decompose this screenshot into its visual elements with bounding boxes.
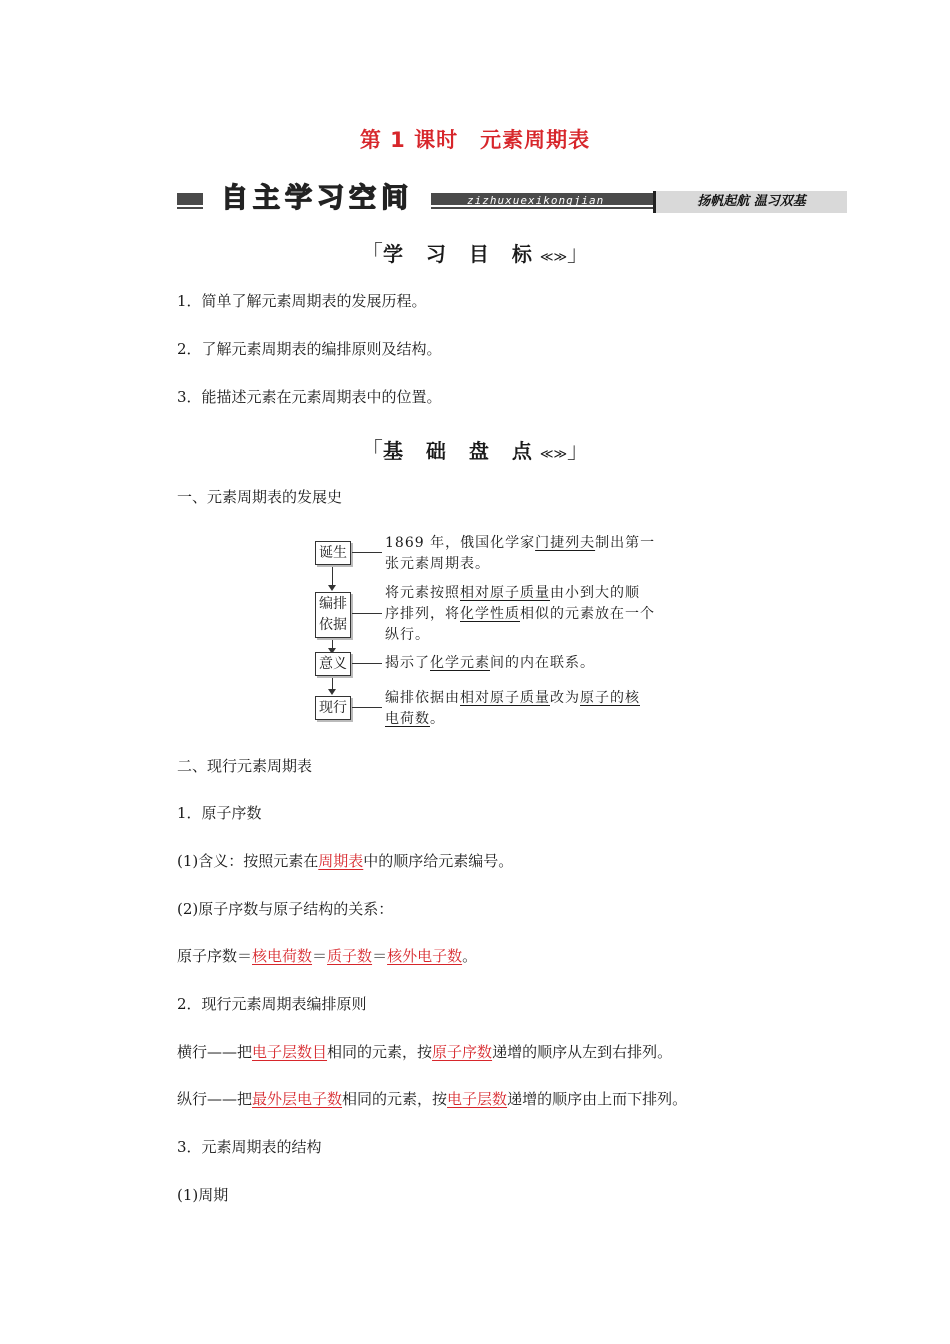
text-segment: 由小到大的顺 bbox=[550, 585, 640, 601]
section-banner bbox=[177, 183, 847, 215]
connector-line bbox=[352, 552, 382, 553]
connector-line bbox=[352, 663, 382, 664]
paragraph: (1)周期 bbox=[177, 1186, 229, 1204]
goals-heading-text: 学 习 目 标 bbox=[382, 242, 540, 266]
text-segment: 相似的元素放在一个 bbox=[520, 606, 655, 622]
bracket-open-icon: 「 bbox=[360, 242, 383, 267]
diagram-box-basis-line2: 依据 bbox=[319, 617, 347, 633]
section-heading-basics bbox=[0, 434, 950, 465]
text-underlined: 相对原子质量 bbox=[460, 690, 550, 706]
ornament-icon: ≪≫ bbox=[539, 447, 568, 462]
text-underlined: 门捷列夫 bbox=[535, 535, 596, 551]
diagram-box-birth: 诞生 bbox=[315, 541, 351, 565]
connector-line bbox=[352, 613, 382, 614]
goal-item: 1．简单了解元素周期表的发展历程。 bbox=[177, 292, 427, 310]
answer-text: 核电荷数 bbox=[252, 947, 313, 965]
answer-text: 质子数 bbox=[327, 947, 373, 965]
paragraph: (2)原子序数与原子结构的关系： bbox=[177, 900, 394, 918]
arrow-down-icon bbox=[328, 689, 336, 695]
answer-text: 核外电子数 bbox=[387, 947, 463, 965]
text-underlined: 化学性质 bbox=[460, 606, 520, 622]
text-segment: 横行——把 bbox=[177, 1043, 253, 1061]
answer-text: 原子序数 bbox=[432, 1043, 493, 1061]
diagram-box-basis-line1: 编排 bbox=[319, 596, 347, 612]
diagram-text-birth bbox=[385, 533, 665, 575]
diagram-box-basis bbox=[315, 592, 351, 638]
text-segment: 揭示了 bbox=[385, 655, 430, 671]
text-segment: 间的内在联系。 bbox=[490, 655, 595, 671]
paragraph bbox=[177, 1042, 672, 1062]
paragraph bbox=[177, 946, 477, 966]
text-segment: 原子序数＝ bbox=[177, 947, 253, 965]
bracket-close-icon: 」 bbox=[567, 242, 590, 267]
text-underlined: 电荷数 bbox=[385, 711, 430, 727]
bracket-open-icon: 「 bbox=[360, 439, 383, 464]
answer-text: 周期表 bbox=[318, 852, 364, 870]
diagram-text-meaning bbox=[385, 653, 665, 674]
arrow-down-icon bbox=[328, 585, 336, 591]
text-segment: 制出第一 bbox=[595, 535, 656, 551]
subsection-title: 3．元素周期表的结构 bbox=[177, 1138, 322, 1156]
diagram-box-meaning: 意义 bbox=[315, 652, 351, 676]
part2-title: 二、现行元素周期表 bbox=[177, 757, 313, 775]
text-segment: ＝ bbox=[312, 947, 328, 965]
text-segment: 改为 bbox=[550, 690, 580, 706]
goal-item: 2．了解元素周期表的编排原则及结构。 bbox=[177, 340, 442, 358]
banner-slogan: 扬帆起航 温习双基 bbox=[653, 191, 847, 213]
text-segment: 纵行。 bbox=[385, 627, 430, 643]
section-heading-goals bbox=[0, 237, 950, 268]
text-segment: 。 bbox=[430, 711, 445, 727]
banner-main-title: 自主学习空间 bbox=[203, 183, 431, 215]
goal-item: 3．能描述元素在元素周期表中的位置。 bbox=[177, 388, 442, 406]
text-segment: 相同的元素，按 bbox=[327, 1043, 433, 1061]
text-underlined: 原子的核 bbox=[580, 690, 640, 706]
subsection-title: 2．现行元素周期表编排原则 bbox=[177, 995, 367, 1013]
text-segment: 相同的元素，按 bbox=[342, 1090, 448, 1108]
answer-text: 最外层电子数 bbox=[252, 1090, 343, 1108]
diagram-box-current: 现行 bbox=[315, 696, 351, 720]
answer-text: 电子层数目 bbox=[252, 1043, 328, 1061]
page-title: 第 1 课时 元素周期表 bbox=[359, 128, 591, 152]
text-segment: 纵行——把 bbox=[177, 1090, 253, 1108]
banner-pinyin: zizhuxuexikongjian bbox=[467, 194, 605, 207]
text-segment: 序排列，将 bbox=[385, 606, 460, 622]
text-segment: 张元素周期表。 bbox=[385, 556, 490, 572]
text-segment: 。 bbox=[462, 947, 478, 965]
connector-line bbox=[352, 707, 382, 708]
part1-title: 一、元素周期表的发展史 bbox=[177, 488, 343, 506]
text-underlined: 化学元素 bbox=[430, 655, 490, 671]
text-segment: (1)含义：按照元素在 bbox=[177, 852, 319, 870]
text-segment: 递增的顺序由上而下排列。 bbox=[507, 1090, 688, 1108]
text-segment: 1869 年，俄国化学家 bbox=[385, 535, 536, 551]
basics-heading-text: 基 础 盘 点 bbox=[382, 439, 540, 463]
paragraph bbox=[177, 1089, 687, 1109]
text-underlined: 相对原子质量 bbox=[460, 585, 550, 601]
text-segment: 编排依据由 bbox=[385, 690, 460, 706]
bracket-close-icon: 」 bbox=[567, 439, 590, 464]
diagram-text-current bbox=[385, 688, 665, 730]
text-segment: 将元素按照 bbox=[385, 585, 460, 601]
subsection-title: 1．原子序数 bbox=[177, 804, 262, 822]
text-segment: 中的顺序给元素编号。 bbox=[363, 852, 514, 870]
diagram-text-basis bbox=[385, 583, 665, 646]
ornament-icon: ≪≫ bbox=[539, 250, 568, 265]
text-segment: ＝ bbox=[372, 947, 388, 965]
paragraph bbox=[177, 851, 513, 871]
text-segment: 递增的顺序从左到右排列。 bbox=[492, 1043, 673, 1061]
answer-text: 电子层数 bbox=[447, 1090, 508, 1108]
